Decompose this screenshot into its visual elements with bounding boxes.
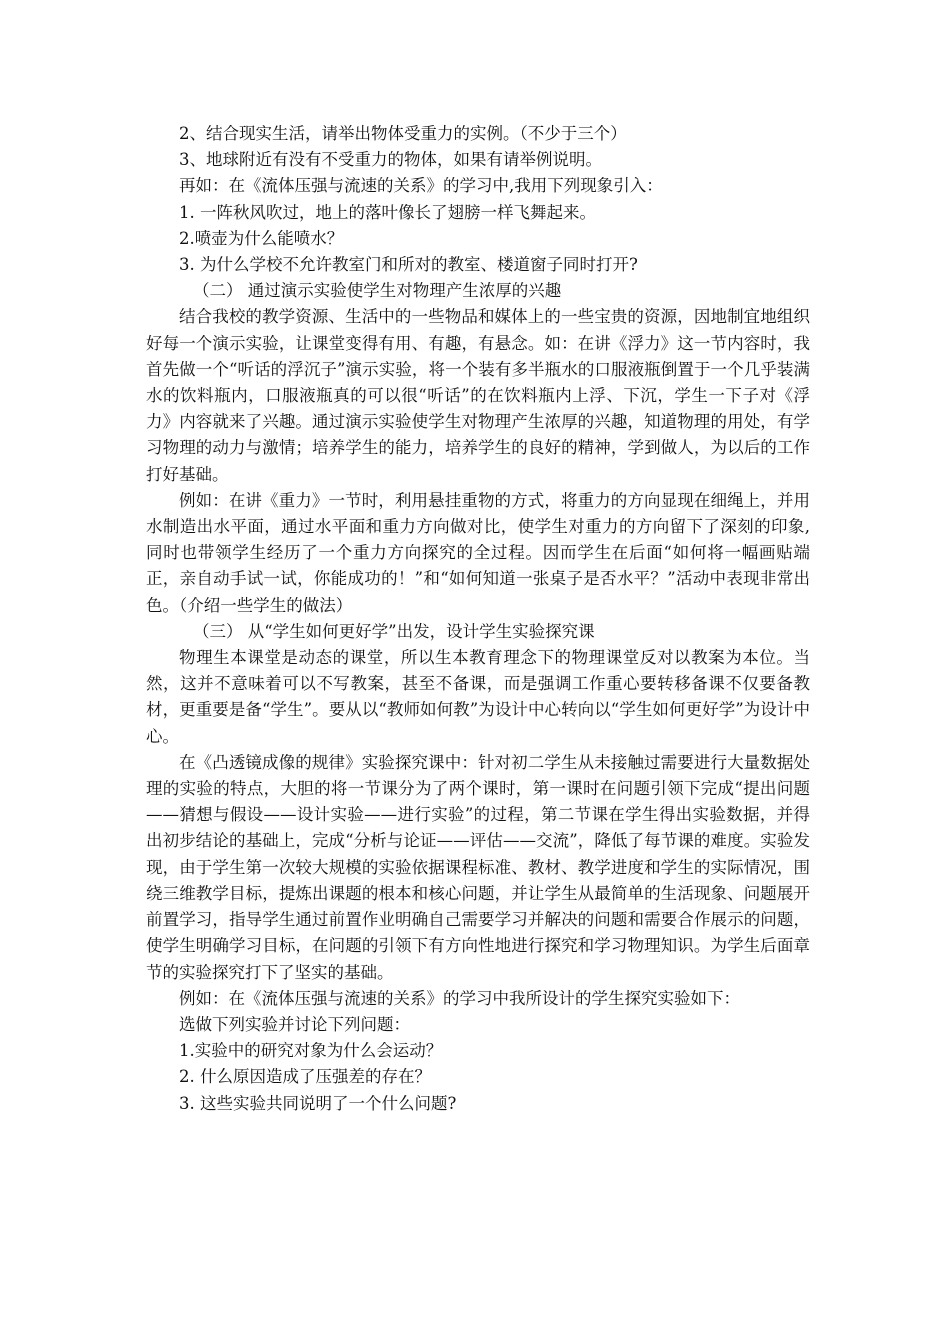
body-paragraph: 物理生本课堂是动态的课堂，所以生本教育理念下的物理课堂反对以教案为本位。当然，这并不意味着可以不写教案，甚至不备课，而是强调工作重心要转移备课不仅要备教材，更重要是备“学生”。要从以“教师如何教”为设计中心转向以“学生如何更好学”为设计中心。 [146, 648, 810, 746]
phenomenon-item-2: 2.喷壶为什么能喷水？ [179, 228, 344, 248]
body-paragraph: 例如：在讲《重力》一节时，利用悬挂重物的方式，将重力的方向显现在细绳上，并用水制造出水平面，通过水平面和重力方向做对比，使学生对重力的方向留下了深刻的印象,同时也带领学生经历了一个重力方向探究的全过程。因而学生在后面“如何将一幅画贴端正，亲自动手试一试，你能成功的！”和“如何知道一张桌子是否水平？”活动中表现非常出色。（介绍一些学生的做法） [146, 490, 810, 615]
intro-line: 再如：在《流体压强与流速的关系》的学习中,我用下列现象引入： [179, 176, 663, 196]
section-heading-2: （二） 通过演示实验使学生对物理产生浓厚的兴趣 [193, 281, 562, 301]
body-paragraph: 结合我校的教学资源、生活中的一些物品和媒体上的一些宝贵的资源，因地制宜地组织好每一个演示实验，让课堂变得有用、有趣，有悬念。如：在讲《浮力》这一节内容时，我首先做一个“听话的浮沉子”演示实验，将一个装有多半瓶水的口服液瓶倒置于一个几乎装满水的饮料瓶内，口服液瓶真的可以很“听话”的在饮料瓶内上浮、下沉，学生一下子对《浮力》内容就来了兴趣。通过演示实验使学生对物理产生浓厚的兴趣，知道物理的用处，有学习物理的动力与激情；培养学生的能力，培养学生的良好的精神，学到做人，为以后的工作打好基础。 [146, 307, 810, 484]
discussion-item-1: 1.实验中的研究对象为什么会运动？ [179, 1041, 443, 1061]
discussion-item-2: 2. 什么原因造成了压强差的存在？ [179, 1067, 431, 1087]
phenomenon-item-1: 1. 一阵秋风吹过，地上的落叶像长了翅膀一样飞舞起来。 [179, 202, 596, 222]
document-body [146, 121, 810, 1117]
question-item-2: 2、结合现实生活，请举出物体受重力的实例。（不少于三个） [179, 124, 627, 143]
body-paragraph: 在《凸透镜成像的规律》实验探究课中：针对初二学生从未接触过需要进行大量数据处理的实验的特点，大胆的将一节课分为了两个课时，第一课时在问题引领下完成“提出问题——猜想与假设——设计实验——进行实验”的过程，第二节课在学生得出实验数据，并得出初步结论的基础上，完成“分析与论证——评估——交流”，降低了每节课的难度。实验发现，由于学生第一次较大规模的实验依据课程标准、教材、教学进度和学生的实际情况，围绕三维教学目标，提炼出课题的根本和核心问题，并让学生从最简单的生活现象、问题展开前置学习，指导学生通过前置作业明确自己需要学习并解决的问题和需要合作展示的问题，使学生明确学习目标，在问题的引领下有方向性地进行探究和学习物理知识。为学生后面章节的实验探究打下了坚实的基础。 [146, 752, 810, 982]
discussion-item-3: 3. 这些实验共同说明了一个什么问题? [179, 1093, 457, 1113]
instruction-line: 选做下列实验并讨论下列问题： [179, 1014, 410, 1034]
section-heading-3: （三） 从“学生如何更好学”出发，设计学生实验探究课 [193, 621, 595, 641]
question-item-3: 3、地球附近有没有不受重力的物体，如果有请举例说明。 [179, 150, 602, 170]
phenomenon-item-3: 3. 为什么学校不允许教室门和所对的教室、楼道窗子同时打开? [179, 255, 638, 275]
example-line: 例如：在《流体压强与流速的关系》的学习中我所设计的学生探究实验如下： [179, 988, 740, 1008]
